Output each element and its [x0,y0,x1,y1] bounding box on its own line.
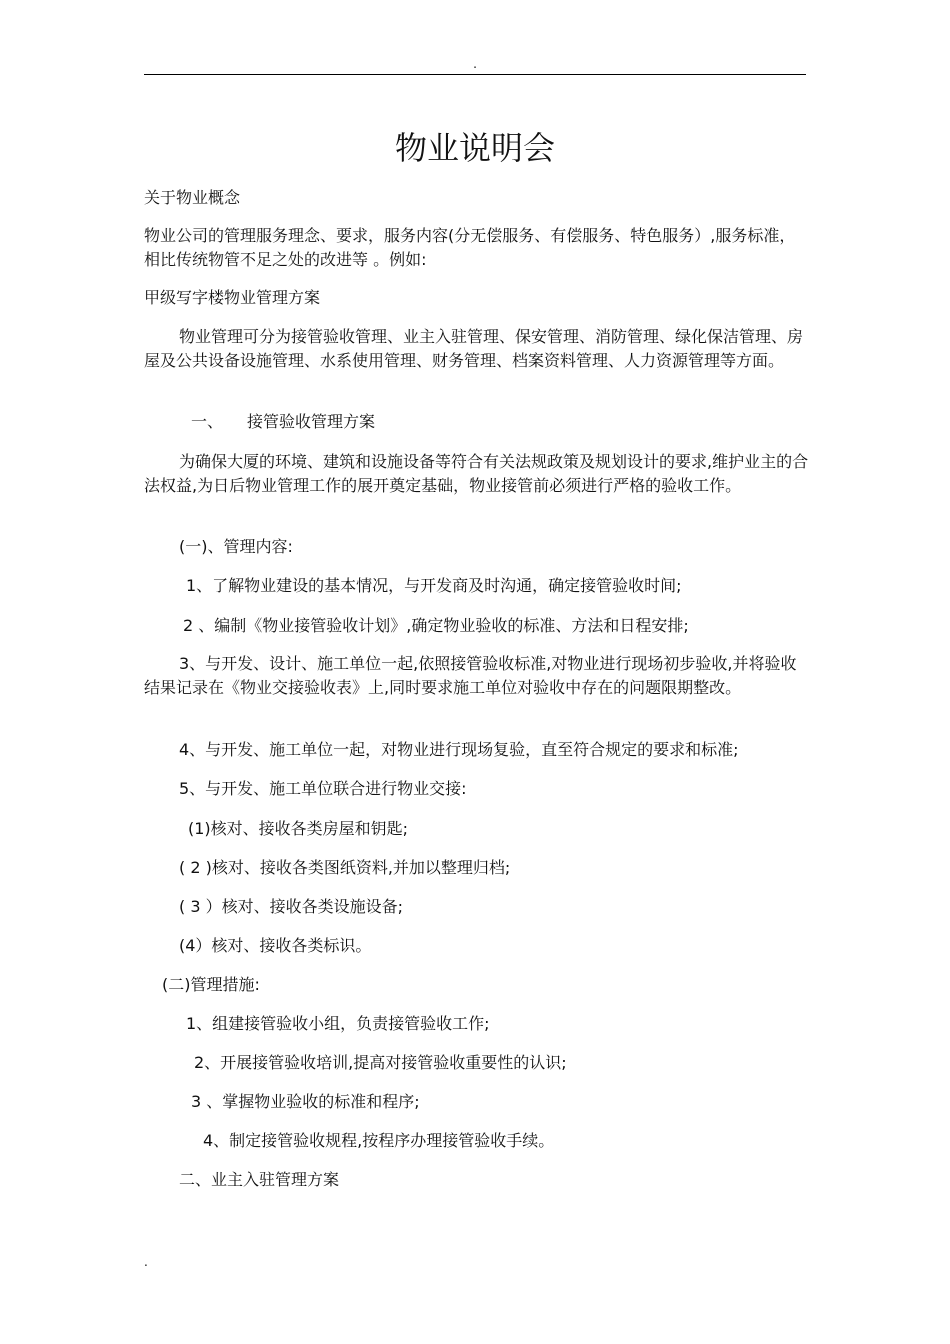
list-item-content-4: 4、与开发、施工单位一起，对物业进行现场复验，直至符合规定的要求和标准; [179,740,739,759]
list-item-content-3: 3、与开发、设计、施工单位一起,依照接管验收标准,对物业进行现场初步验收,并将验收结果记录在《物业交接验收表》上,同时要求施工单位对验收中存在的问题限期整改。 [144,654,797,697]
header-mark: . [473,57,477,71]
list-item-measure-3: 3 、掌握物业验收的标准和程序; [191,1092,420,1111]
paragraph-plan-heading: 甲级写字楼物业管理方案 [144,288,321,307]
list-item-measure-1: 1、组建接管验收小组，负责接管验收工作; [186,1014,490,1033]
list-item-measure-4: 4、制定接管验收规程,按程序办理接管验收手续。 [203,1131,555,1150]
paragraph-intro-heading: 关于物业概念 [144,188,241,207]
list-item-content-1: 1、了解物业建设的基本情况，与开发商及时沟通，确定接管验收时间; [186,576,682,595]
paragraph-purpose: 为确保大厦的环境、建筑和设施设备等符合有关法规政策及规划设计的要求,维护业主的合法权益,为日后物业管理工作的展开奠定基础，物业接管前必须进行严格的验收工作。 [144,452,809,495]
paragraph-intro-body: 物业公司的管理服务理念、要求，服务内容(分无偿服务、有偿服务、特色服务）,服务标准，相比传统物管不足之处的改进等 。例如: [144,226,796,269]
subsection-heading-measures: (二)管理措施: [162,975,260,994]
sub-item-2: ( 2 )核对、接收各类图纸资料,并加以整理归档; [179,858,511,877]
list-item-content-5: 5、与开发、施工单位联合进行物业交接: [179,779,467,798]
footer-mark: . [144,1255,148,1269]
paragraph-scope: 物业管理可分为接管验收管理、业主入驻管理、保安管理、消防管理、绿化保洁管理、房屋及公共设备设施管理、水系使用管理、财务管理、档案资料管理、人力资源管理等方面。 [144,327,804,370]
header-rule [144,74,806,75]
section-heading-2: 二、业主入驻管理方案 [179,1170,340,1189]
list-item-content-2: 2 、编制《物业接管验收计划》,确定物业验收的标准、方法和日程安排; [183,616,689,635]
subsection-heading-content: (一)、管理内容: [179,537,293,556]
sub-item-3: ( 3 ）核对、接收各类设施设备; [179,897,403,916]
section-heading-1: 一、 接管验收管理方案 [191,412,376,431]
sub-item-1: (1)核对、接收各类房屋和钥匙; [188,819,409,838]
list-item-measure-2: 2、开展接管验收培训,提高对接管验收重要性的认识; [194,1053,567,1072]
document-title: 物业说明会 [394,129,555,167]
sub-item-4: (4）核对、接收各类标识。 [179,936,372,955]
